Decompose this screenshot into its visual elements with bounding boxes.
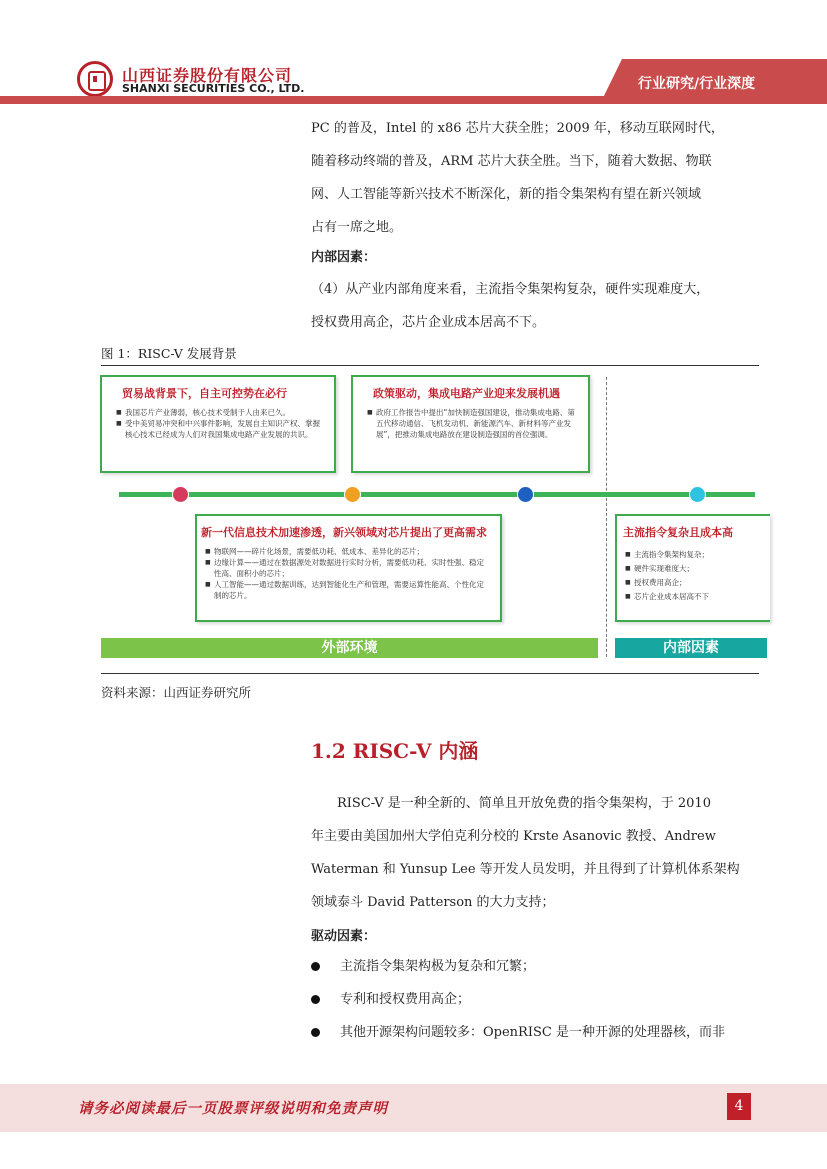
- company-name-cn: 山西证券股份有限公司: [122, 66, 293, 85]
- text-line: 网、人工智能等新兴技术不断深化，新的指令集架构有望在新兴领域: [311, 187, 702, 202]
- text-line: 随着移动终端的普及，ARM 芯片大获全胜。当下，随着大数据、物联: [311, 154, 712, 169]
- page-number: 4: [727, 1093, 751, 1120]
- bullet-icon: [311, 995, 320, 1004]
- internal-factors-heading: 内部因素：: [311, 250, 377, 265]
- card-item: ■ 我国芯片产业薄弱，核心技术受制于人由来已久。: [116, 407, 326, 418]
- card-body: [367, 407, 579, 440]
- footer-disclaimer: 请务必阅读最后一页股票评级说明和免责声明: [78, 1100, 388, 1117]
- text-line: Waterman 和 Yunsup Lee 等开发人员发明，并且得到了计算机体系架构: [311, 862, 740, 877]
- timeline-line: [119, 492, 755, 497]
- shanxi-securities-logo-icon: [77, 61, 113, 97]
- card-body: [625, 548, 765, 604]
- riscv-paragraph: [311, 787, 753, 919]
- timeline-dot: [344, 486, 361, 503]
- card-item: ■ 边缘计算——通过在数据源处对数据进行实时分析，需要低功耗、实时性强、稳定性高、面积小的芯片；: [205, 557, 489, 579]
- section-heading: 1.2 RISC-V 内涵: [311, 739, 479, 763]
- header-section-label: 行业研究/行业深度: [638, 76, 756, 92]
- timeline-dot: [172, 486, 189, 503]
- intro-paragraph: [311, 112, 753, 244]
- text-line: 年主要由美国加州大学伯克利分校的 Krste Asanovic 教授、Andrew: [311, 829, 716, 844]
- card-item: ■ 授权费用高企；: [625, 576, 765, 590]
- internal-factors-paragraph: [311, 273, 753, 339]
- card-mainstream-isa: [615, 514, 770, 622]
- timeline-dot: [689, 486, 706, 503]
- timeline-dot: [517, 486, 534, 503]
- figure-bottom-rule: [101, 673, 759, 674]
- card-item: ■ 人工智能——通过数据训练，达到智能化生产和管理，需要运算性能高、个性化定制的芯片。: [205, 579, 489, 601]
- card-item: ■ 芯片企业成本居高不下: [625, 590, 765, 604]
- text-line: PC 的普及，Intel 的 x86 芯片大获全胜；2009 年，移动互联网时代，: [311, 121, 724, 136]
- card-policy: [351, 375, 590, 473]
- external-environment-bar: 外部环境: [101, 638, 598, 658]
- list-item: [311, 950, 535, 983]
- internal-factors-bar: 内部因素: [615, 638, 767, 658]
- card-body: [116, 407, 326, 440]
- card-item: ■ 受中美贸易冲突和中兴事件影响，发展自主知识产权、掌握核心技术已经成为人们对我国集成电路产业发展的共识。: [116, 418, 326, 440]
- figure-top-rule: [101, 365, 759, 366]
- figure-title: 图 1：RISC-V 发展背景: [101, 346, 237, 361]
- text-line: 占有一席之地。: [311, 220, 403, 235]
- text-line: 领域泰斗 David Patterson 的大力支持；: [311, 895, 555, 910]
- card-new-tech: [195, 514, 502, 622]
- company-name-en: SHANXI SECURITIES CO., LTD.: [122, 82, 305, 95]
- card-title: 新一代信息技术加速渗透，新兴领域对芯片提出了更高需求: [201, 526, 487, 539]
- list-item-text: 主流指令集架构极为复杂和冗繁；: [340, 959, 536, 974]
- text-line: 授权费用高企，芯片企业成本居高不下。: [311, 315, 546, 330]
- card-item: ■ 硬件实现难度大；: [625, 562, 765, 576]
- card-title: 贸易战背景下，自主可控势在必行: [122, 387, 287, 400]
- figure-divider: [606, 377, 607, 657]
- list-item: [311, 983, 470, 1016]
- bullet-icon: [311, 1028, 320, 1037]
- text-line: （4）从产业内部角度来看，主流指令集架构复杂，硬件实现难度大，: [311, 282, 710, 297]
- drivers-heading: 驱动因素：: [311, 929, 377, 944]
- bullet-icon: [311, 962, 320, 971]
- card-item: ■ 物联网——碎片化场景，需要低功耗、低成本、差异化的芯片；: [205, 546, 489, 557]
- text-line: RISC-V 是一种全新的、简单且开放免费的指令集架构，于 2010: [337, 796, 711, 811]
- card-item: ■ 主流指令集架构复杂；: [625, 548, 765, 562]
- list-item-text: 专利和授权费用高企；: [340, 992, 471, 1007]
- card-title: 政策驱动，集成电路产业迎来发展机遇: [373, 387, 560, 400]
- list-item-text: 其他开源架构问题较多：OpenRISC 是一种开源的处理器核，而非: [340, 1025, 725, 1040]
- card-item: ■ 政府工作报告中提出“加快制造强国建设，推动集成电路、第五代移动通信、飞机发动机、新能源汽车、新材料等产业发展”，把推动集成电路放在建设制造强国的首位强调。: [367, 407, 579, 440]
- card-title: 主流指令复杂且成本高: [623, 526, 733, 539]
- list-item: [311, 1016, 725, 1049]
- card-body: [205, 546, 489, 601]
- figure-source: 资料来源：山西证券研究所: [101, 685, 252, 700]
- card-trade-war: [100, 375, 336, 473]
